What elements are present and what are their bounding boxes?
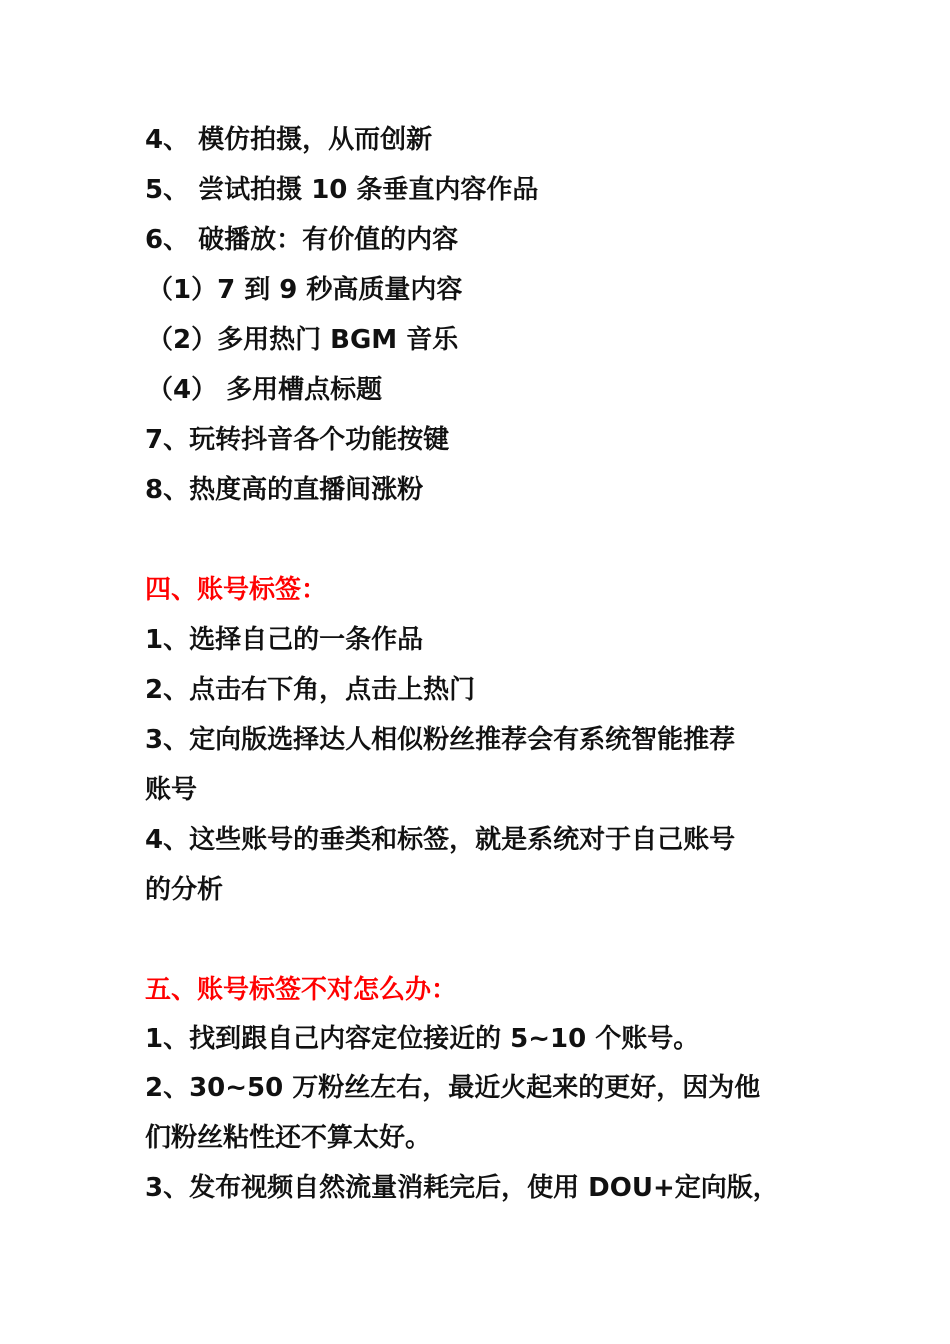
sub-item-quality-content: （1）7 到 9 秒高质量内容 bbox=[147, 275, 463, 305]
list-item-douyin-buttons: 7、玩转抖音各个功能按键 bbox=[145, 425, 450, 455]
list-item-break-views: 6、 破播放：有价值的内容 bbox=[145, 225, 459, 255]
list-item-live-room: 8、热度高的直播间涨粉 bbox=[145, 475, 424, 505]
section5-item-1: 1、找到跟自己内容定位接近的 5~10 个账号。 bbox=[145, 1024, 700, 1054]
section4-item-4: 4、这些账号的垂类和标签，就是系统对于自己账号 bbox=[145, 825, 736, 855]
section5-item-2: 2、30~50 万粉丝左右，最近火起来的更好，因为他 bbox=[145, 1073, 761, 1103]
section4-item-2: 2、点击右下角，点击上热门 bbox=[145, 675, 476, 705]
section4-item-4-cont: 的分析 bbox=[145, 875, 224, 905]
section-heading-account-tags: 四、账号标签： bbox=[145, 575, 328, 605]
section4-item-3-cont: 账号 bbox=[145, 775, 198, 805]
section4-item-3: 3、定向版选择达人相似粉丝推荐会有系统智能推荐 bbox=[145, 725, 736, 755]
section5-item-3: 3、发布视频自然流量消耗完后，使用 DOU+定向版， bbox=[145, 1173, 779, 1203]
section4-item-1: 1、选择自己的一条作品 bbox=[145, 625, 424, 655]
section5-item-2-cont: 们粉丝粘性还不算太好。 bbox=[145, 1123, 432, 1153]
section-heading-wrong-tags: 五、账号标签不对怎么办： bbox=[145, 975, 458, 1005]
sub-item-title: （4） 多用槽点标题 bbox=[147, 375, 383, 405]
list-item-imitate-shooting: 4、 模仿拍摄，从而创新 bbox=[145, 125, 433, 155]
list-item-vertical-content: 5、 尝试拍摄 10 条垂直内容作品 bbox=[145, 175, 539, 205]
sub-item-hot-bgm: （2）多用热门 BGM 音乐 bbox=[147, 325, 459, 355]
